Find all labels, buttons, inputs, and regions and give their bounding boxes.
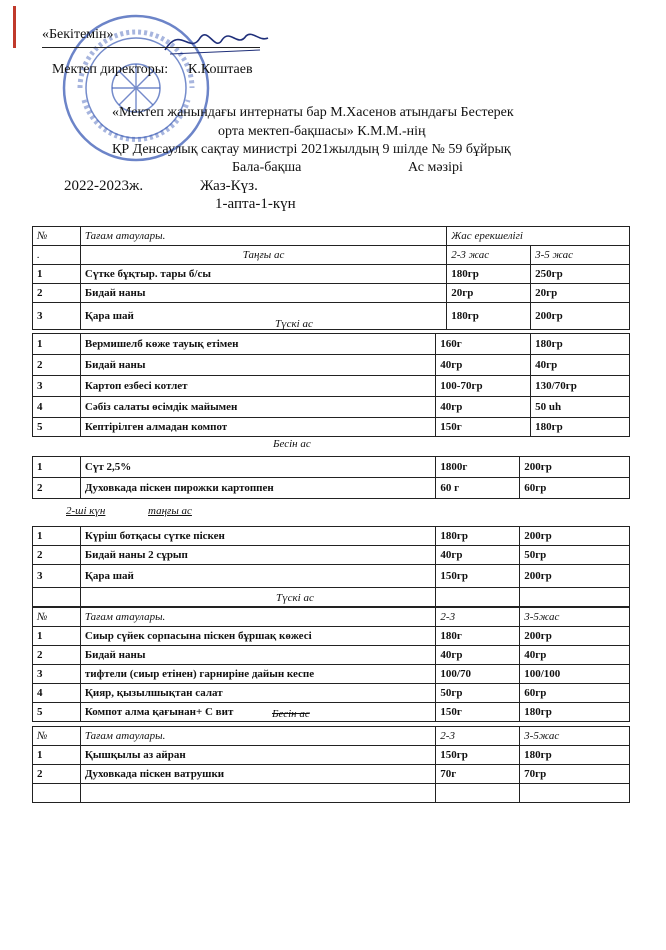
day2-snack-table	[32, 726, 630, 803]
row-no: 4	[33, 684, 81, 703]
dot-cell: .	[33, 246, 81, 265]
portion-3-5: 200гр	[531, 303, 630, 330]
table-row	[33, 334, 630, 355]
table-header-row	[33, 727, 630, 746]
col-no: №	[33, 227, 81, 246]
row-no: 1	[33, 334, 81, 355]
portion-2-3: 100-70гр	[436, 376, 531, 397]
dish-name: Күріш ботқасы сүтке піскен	[80, 527, 435, 546]
table-row	[33, 627, 630, 646]
table-row	[33, 355, 630, 376]
margin-mark	[13, 6, 16, 48]
portion-3-5: 250гр	[531, 265, 630, 284]
table-row	[33, 303, 630, 330]
table-row	[33, 284, 630, 303]
dish-name: Қара шай	[80, 565, 435, 588]
col-name: Тағам атаулары.	[80, 608, 436, 627]
portion-2-3: 60 г	[436, 478, 520, 499]
table-row	[33, 703, 630, 722]
portion-2-3: 1800г	[436, 457, 520, 478]
col-age-3-5: 3-5жас	[520, 727, 630, 746]
day2-snack-label: Бесін ас	[272, 708, 310, 720]
season: Жаз-Күз.	[200, 178, 258, 194]
portion-2-3: 40гр	[436, 546, 520, 565]
dish-name: Сүтке бұқтыр. тары б/сы	[80, 265, 446, 284]
dish-name: Кептірілген алмадан компот	[80, 418, 435, 437]
row-no: 4	[33, 397, 81, 418]
portion-3-5: 60гр	[520, 478, 630, 499]
portion-2-3: 40гр	[436, 355, 531, 376]
dish-name: Вермишелб көже тауық етімен	[80, 334, 435, 355]
portion-3-5: 60гр	[520, 684, 630, 703]
approve-label: «Бекітемін»	[42, 27, 114, 42]
day1-snack-table	[32, 456, 630, 499]
table-row	[33, 546, 630, 565]
table-row	[33, 527, 630, 546]
dish-name: Духовкада піскен пирожки картоппен	[80, 478, 435, 499]
table-row-empty	[33, 588, 630, 607]
dish-name: Қышқылы аз айран	[80, 746, 435, 765]
row-no: 3	[33, 376, 81, 397]
dish-name: Сүт 2,5%	[80, 457, 435, 478]
week-day: 1-апта-1-күн	[215, 196, 296, 212]
portion-3-5: 20гр	[531, 284, 630, 303]
day2-breakfast-table	[32, 526, 630, 607]
table-row	[33, 565, 630, 588]
row-no: 2	[33, 646, 81, 665]
group-label: Бала-бақша	[232, 160, 302, 175]
row-no: 2	[33, 765, 81, 784]
age-2-3: 2-3 жас	[447, 246, 531, 265]
dish-name: тифтели (сиыр етінен) гарниріне дайын кеспе	[80, 665, 436, 684]
row-no: 1	[33, 457, 81, 478]
row-no: 3	[33, 665, 81, 684]
day2-label: 2-ші күн	[66, 505, 106, 517]
col-name: Тағам атаулары.	[80, 727, 435, 746]
table-row	[33, 765, 630, 784]
age-3-5: 3-5 жас	[531, 246, 630, 265]
table-row	[33, 397, 630, 418]
portion-2-3: 100/70	[436, 665, 520, 684]
portion-3-5: 180гр	[520, 746, 630, 765]
day1-table	[32, 226, 630, 330]
portion-3-5: 180гр	[531, 418, 630, 437]
dish-name: Бидай наны	[80, 284, 446, 303]
portion-3-5: 130/70гр	[531, 376, 630, 397]
school-line-2: орта мектеп-бақшасы» К.М.М.-нің	[218, 124, 426, 139]
portion-2-3: 40гр	[436, 646, 520, 665]
dish-name: Сәбіз салаты өсімдік майымен	[80, 397, 435, 418]
dish-name: Сиыр сүйек сорпасына піскен бұршақ көжесі	[80, 627, 436, 646]
row-no: 2	[33, 478, 81, 499]
col-age: Жас ерекшелігі	[447, 227, 630, 246]
portion-3-5: 40гр	[531, 355, 630, 376]
row-no: 5	[33, 418, 81, 437]
day2-lunch-table	[32, 607, 630, 722]
table-row	[33, 457, 630, 478]
portion-2-3: 20гр	[447, 284, 531, 303]
row-no: 1	[33, 627, 81, 646]
portion-2-3: 160г	[436, 334, 531, 355]
col-no: №	[33, 727, 81, 746]
dish-name: Бидай наны	[80, 355, 435, 376]
dish-name: Қара шай	[80, 303, 446, 330]
row-no: 1	[33, 265, 81, 284]
portion-3-5: 100/100	[520, 665, 630, 684]
menu-label: Ас мәзірі	[408, 160, 463, 175]
portion-2-3: 40гр	[436, 397, 531, 418]
table-row-empty	[33, 784, 630, 803]
table-header-row	[33, 227, 630, 246]
dish-name: Қияр, қызылшықтан салат	[80, 684, 436, 703]
portion-3-5: 200гр	[520, 565, 630, 588]
director-name: К.Коштаев	[188, 62, 253, 77]
row-no: 2	[33, 546, 81, 565]
order-line: ҚР Денсаулық сақтау министрі 2021жылдың 9 шілде № 59 бұйрық	[112, 142, 511, 157]
lunch-label: Түскі ас	[275, 318, 313, 330]
portion-2-3: 150гр	[436, 565, 520, 588]
portion-2-3: 150г	[436, 703, 520, 722]
table-row	[33, 684, 630, 703]
row-no: 3	[33, 303, 81, 330]
col-age-2-3: 2-3	[436, 608, 520, 627]
portion-3-5: 180гр	[520, 703, 630, 722]
table-row	[33, 478, 630, 499]
portion-3-5: 50гр	[520, 546, 630, 565]
day2-lunch-label: Түскі ас	[276, 592, 314, 604]
snack-label: Бесін ас	[273, 438, 311, 450]
table-row	[33, 418, 630, 437]
row-no: 2	[33, 284, 81, 303]
table-row	[33, 376, 630, 397]
portion-2-3: 50гр	[436, 684, 520, 703]
portion-2-3: 150гр	[436, 746, 520, 765]
portion-3-5: 70гр	[520, 765, 630, 784]
portion-2-3: 180гр	[436, 527, 520, 546]
portion-2-3: 180г	[436, 627, 520, 646]
dish-name: Бидай наны 2 сұрып	[80, 546, 435, 565]
portion-3-5: 200гр	[520, 527, 630, 546]
table-row	[33, 746, 630, 765]
row-no: 3	[33, 565, 81, 588]
table-subheader-row	[33, 246, 630, 265]
portion-2-3: 180гр	[447, 265, 531, 284]
row-no: 5	[33, 703, 81, 722]
portion-3-5: 200гр	[520, 627, 630, 646]
col-name: Тағам атаулары.	[80, 227, 446, 246]
portion-3-5: 200гр	[520, 457, 630, 478]
row-no: 1	[33, 746, 81, 765]
col-age-2-3: 2-3	[436, 727, 520, 746]
col-no: №	[33, 608, 81, 627]
dish-name: Духовкада піскен ватрушки	[80, 765, 435, 784]
day2-breakfast-label: таңғы ас	[148, 505, 192, 517]
portion-3-5: 180гр	[531, 334, 630, 355]
director-label: Мектеп директоры:	[52, 62, 169, 77]
portion-3-5: 50 uh	[531, 397, 630, 418]
breakfast-label: Таңғы ас	[80, 246, 446, 265]
school-year: 2022-2023ж.	[64, 178, 144, 194]
col-age-3-5: 3-5жас	[520, 608, 630, 627]
table-row	[33, 646, 630, 665]
portion-2-3: 70г	[436, 765, 520, 784]
row-no: 2	[33, 355, 81, 376]
table-header-row	[33, 608, 630, 627]
signature-icon	[160, 20, 270, 60]
portion-3-5: 40гр	[520, 646, 630, 665]
portion-2-3: 150г	[436, 418, 531, 437]
dish-name: Бидай наны	[80, 646, 436, 665]
portion-2-3: 180гр	[447, 303, 531, 330]
school-line-1: «Мектеп жанындағы интернаты бар М.Хасенов атындағы Бестерек	[112, 105, 514, 120]
row-no: 1	[33, 527, 81, 546]
dish-name: Картоп езбесі котлет	[80, 376, 435, 397]
day1-lunch-table	[32, 333, 630, 437]
table-row	[33, 265, 630, 284]
signature-line	[42, 47, 260, 48]
dish-name: Компот алма қағынан+ С вит	[80, 703, 436, 722]
table-row	[33, 665, 630, 684]
